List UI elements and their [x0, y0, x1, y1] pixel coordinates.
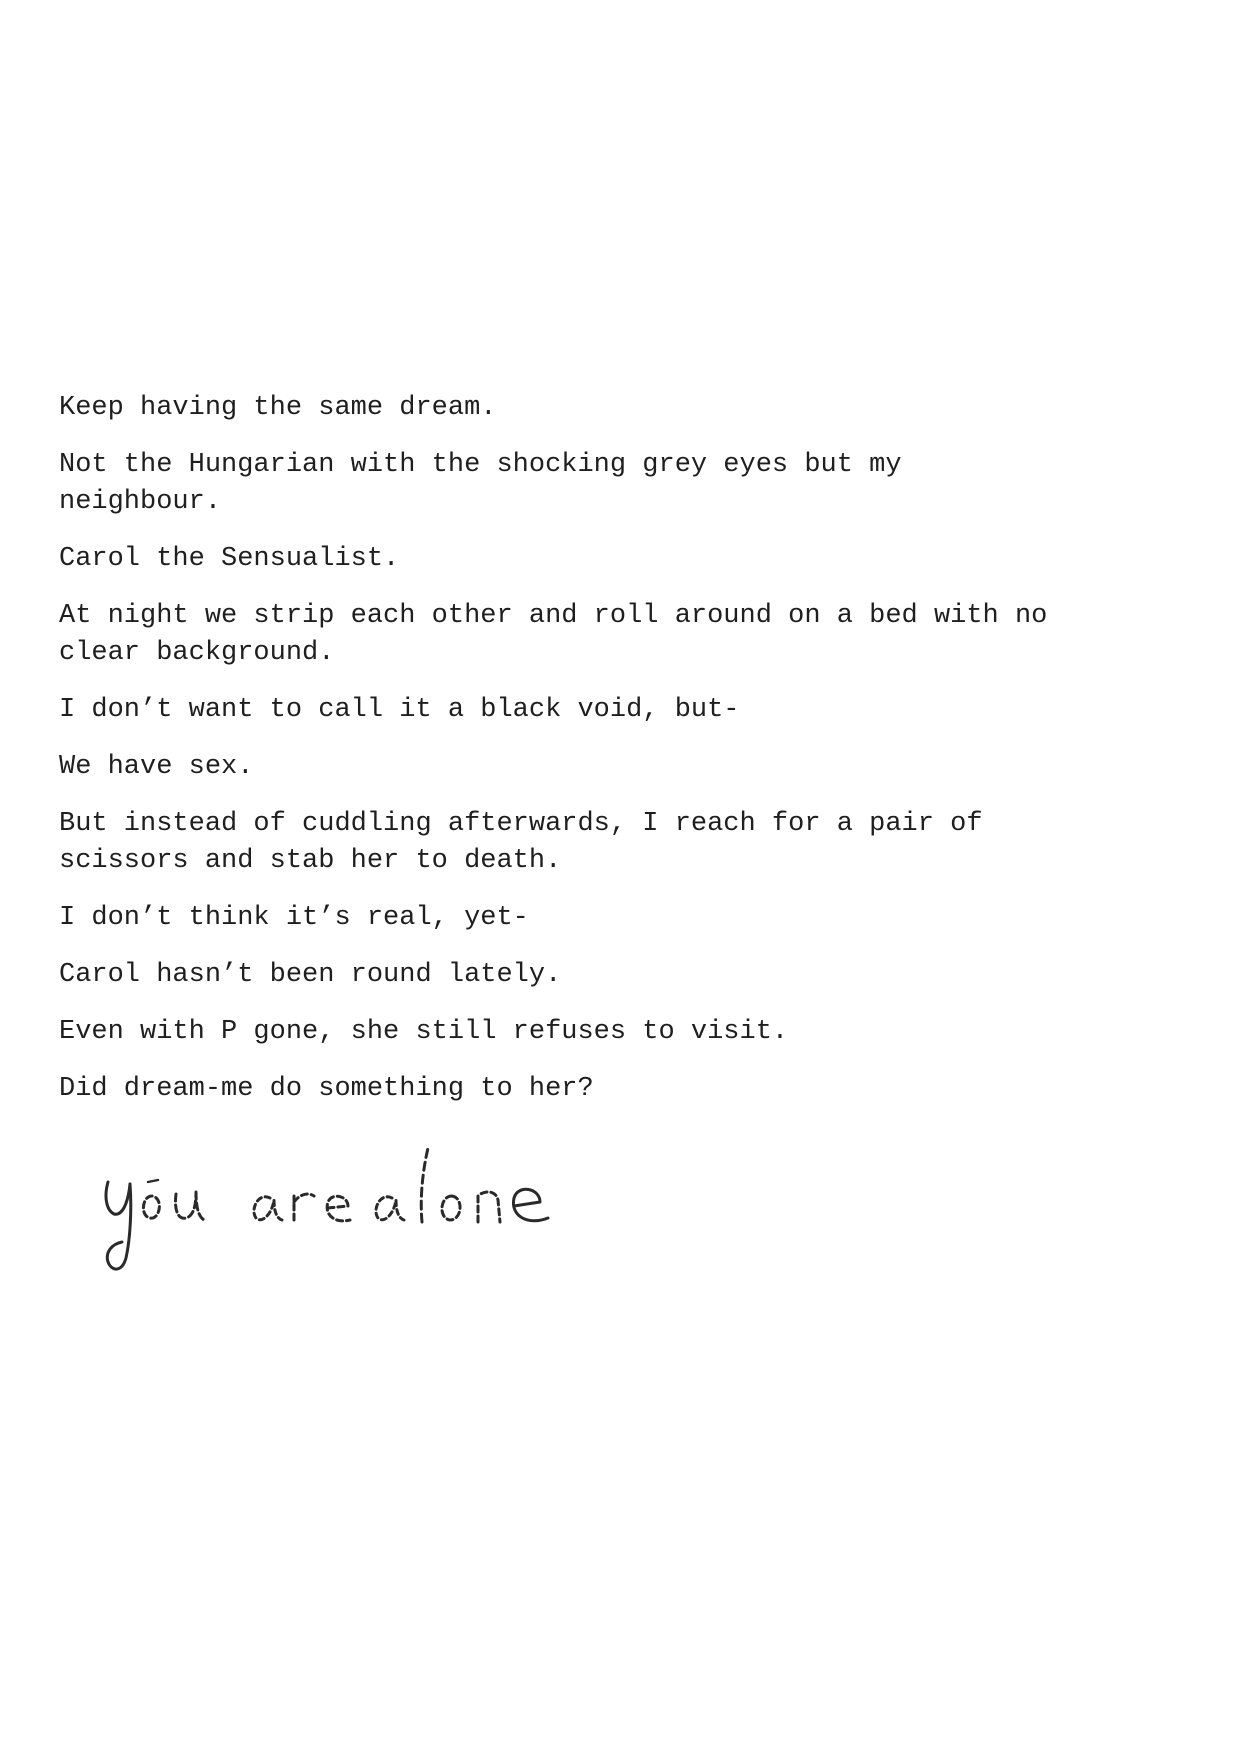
paragraph: I don’t think it’s real, yet- — [59, 903, 529, 933]
paragraph: Even with P gone, she still refuses to visit. — [59, 1017, 789, 1047]
paragraph: Not the Hungarian with the shocking grey eyes but my neighbour. — [59, 450, 902, 517]
paragraph: Carol hasn’t been round lately. — [59, 960, 562, 990]
paragraph: Carol the Sensualist. — [59, 544, 400, 574]
paragraph: At night we strip each other and roll around on a bed with no clear background. — [59, 601, 1048, 668]
paragraph: But instead of cuddling afterwards, I reach for a pair of scissors and stab her to death. — [59, 809, 983, 876]
paragraph: Did dream-me do something to her? — [59, 1074, 594, 1104]
handwritten-scrawl — [100, 1140, 580, 1280]
handwriting-drawing — [100, 1140, 580, 1280]
paragraph: We have sex. — [59, 752, 254, 782]
paragraph: I don’t want to call it a black void, but- — [59, 695, 740, 725]
paragraph: Keep having the same dream. — [59, 393, 497, 423]
journal-entry — [59, 390, 1179, 1128]
